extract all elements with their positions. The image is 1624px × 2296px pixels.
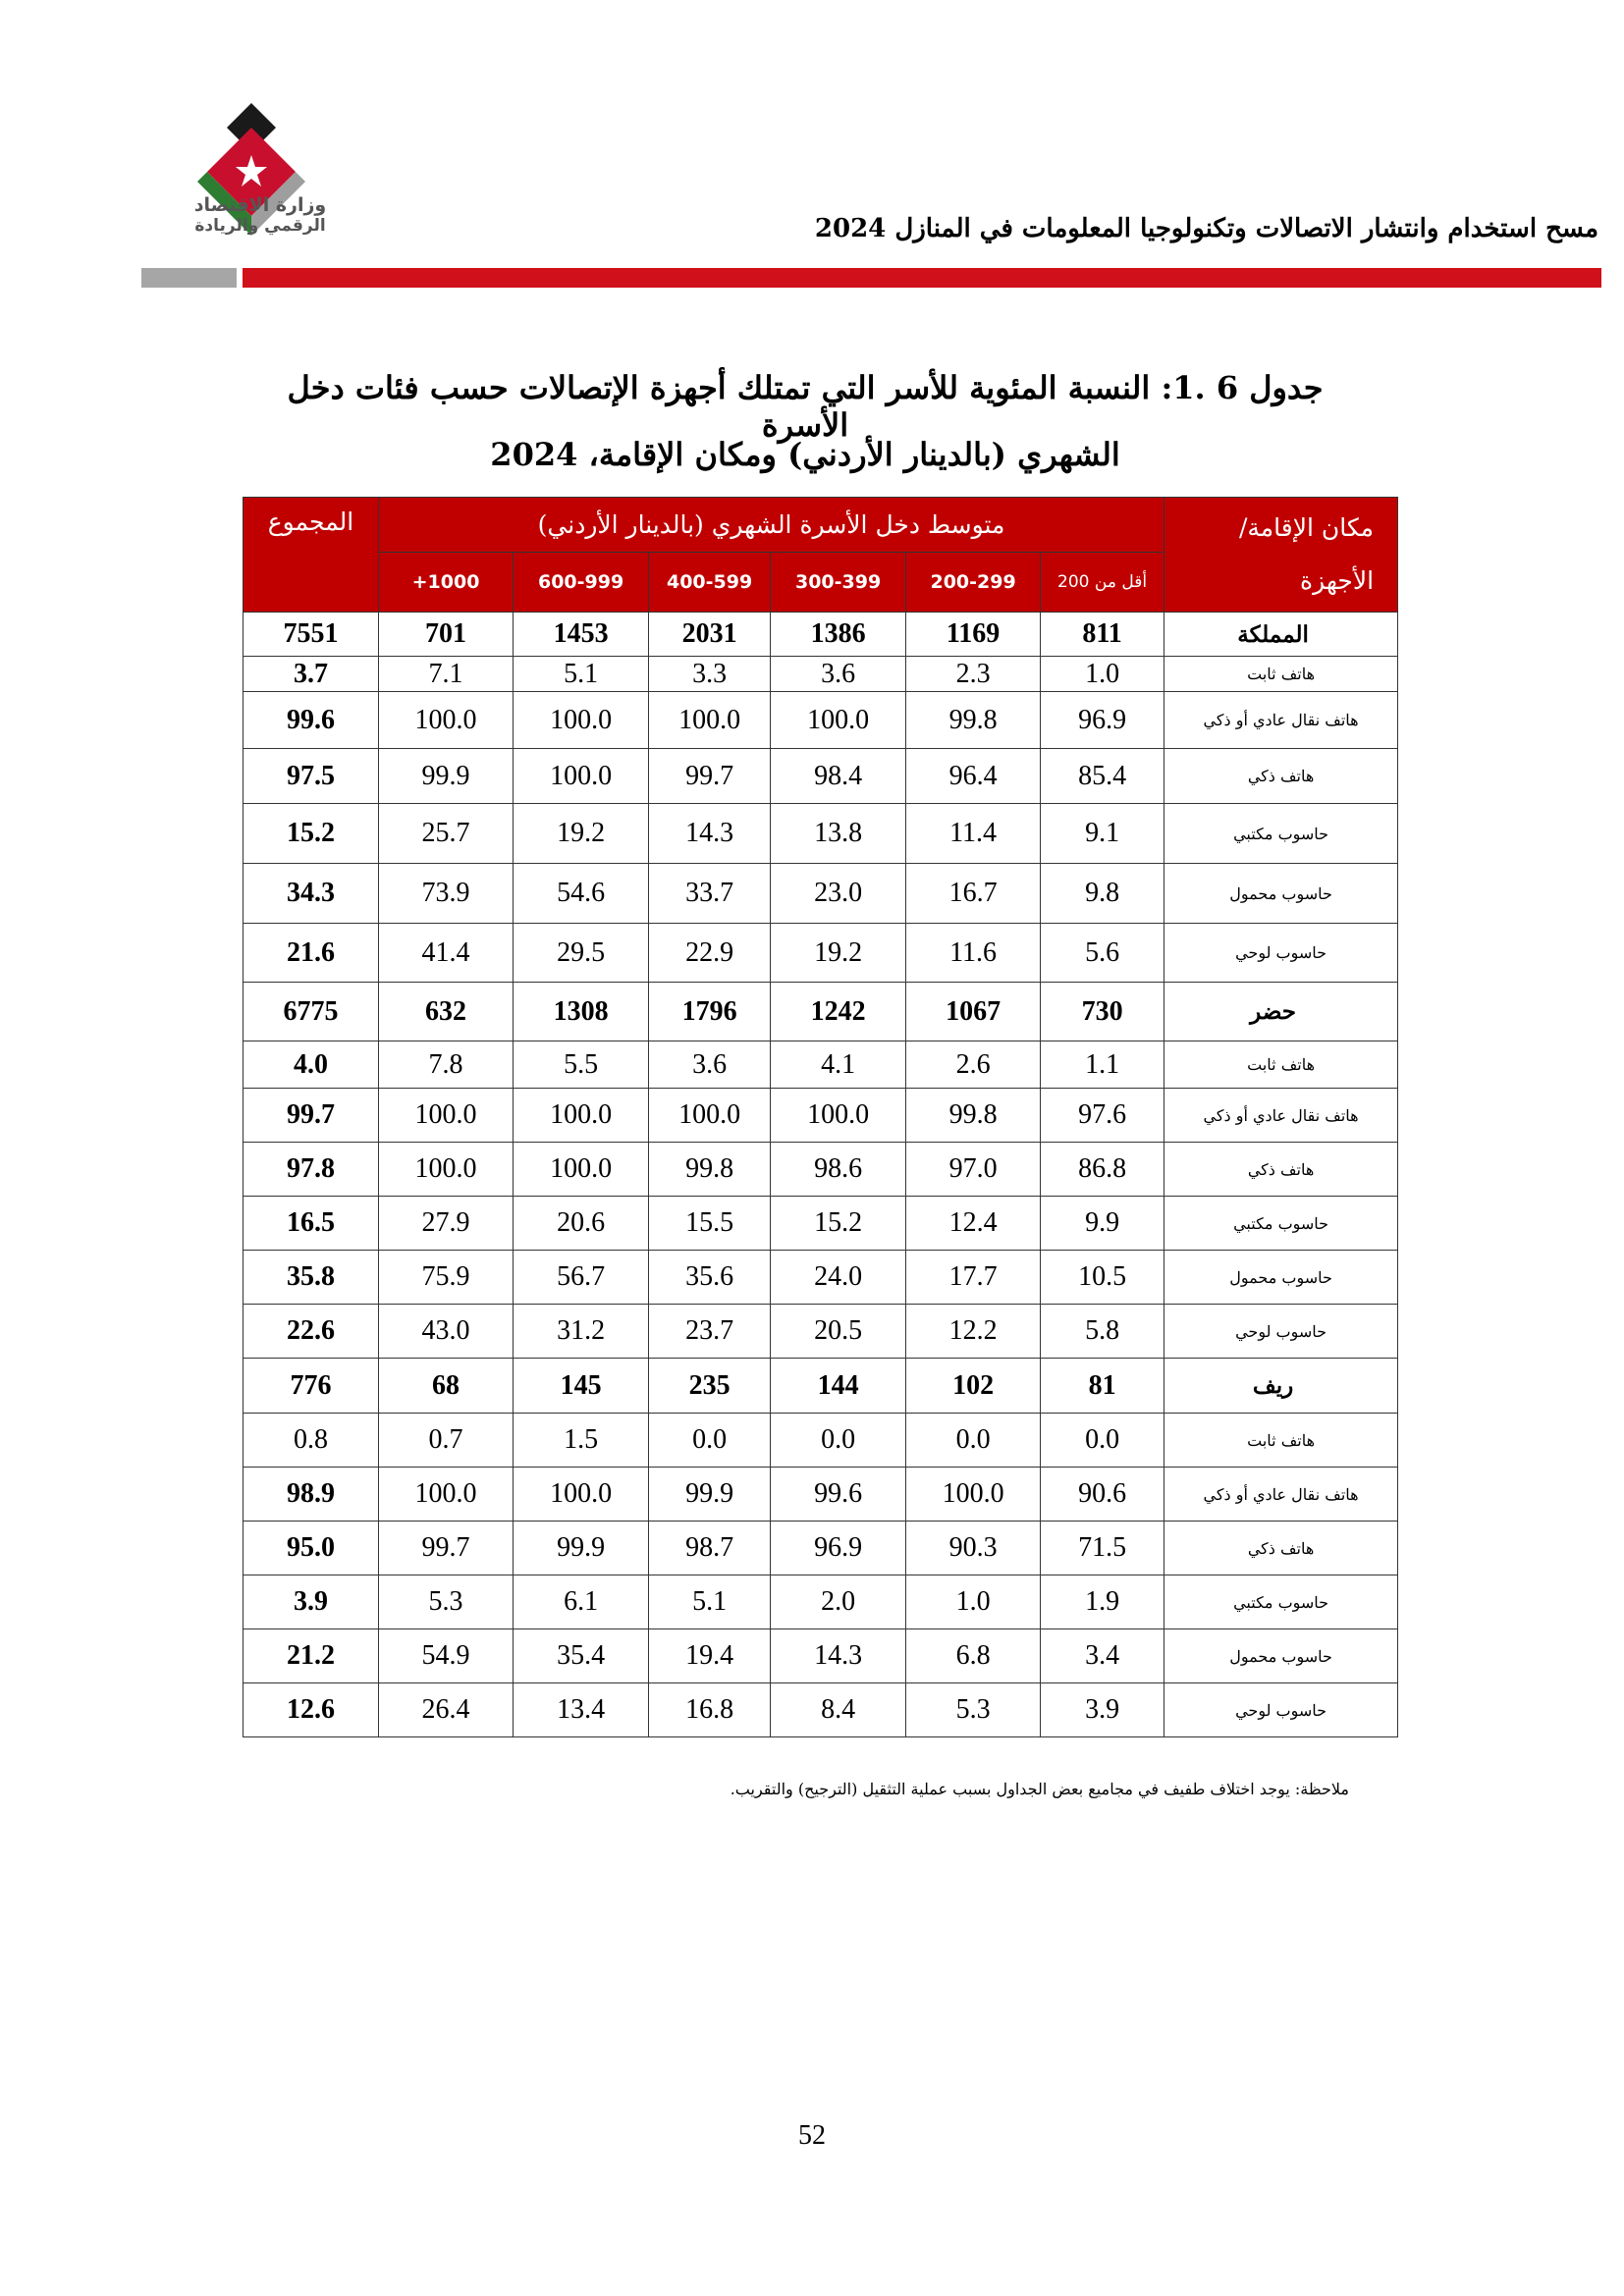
value-cell: 11.4 (906, 804, 1041, 864)
total-cell: 98.9 (244, 1468, 379, 1522)
total-cell: 21.6 (244, 924, 379, 983)
header-income-col: 600-999 (514, 553, 649, 613)
device-label: حاسوب لوحي (1164, 1683, 1398, 1737)
value-cell: 0.0 (1041, 1414, 1164, 1468)
value-cell: 3.3 (649, 657, 771, 692)
value-cell: 98.4 (771, 749, 906, 804)
value-cell: 9.9 (1041, 1197, 1164, 1251)
device-label: حاسوب لوحي (1164, 1305, 1398, 1359)
value-cell: 100.0 (379, 1468, 514, 1522)
value-cell: 97.0 (906, 1143, 1041, 1197)
value-cell: 1067 (906, 983, 1041, 1041)
value-cell: 0.0 (906, 1414, 1041, 1468)
value-cell: 730 (1041, 983, 1164, 1041)
value-cell: 100.0 (514, 749, 649, 804)
total-cell: 16.5 (244, 1197, 379, 1251)
value-cell: 102 (906, 1359, 1041, 1414)
table-row (244, 1522, 1398, 1575)
value-cell: 100.0 (379, 1143, 514, 1197)
header-total: المجموع (244, 498, 379, 613)
value-cell: 1.0 (1041, 657, 1164, 692)
page-number: 52 (798, 2120, 826, 2151)
value-cell: 1386 (771, 613, 906, 657)
data-table (243, 497, 1398, 1737)
value-cell: 31.2 (514, 1305, 649, 1359)
device-label: هاتف نقال عادي أو ذكي (1164, 692, 1398, 749)
value-cell: 43.0 (379, 1305, 514, 1359)
value-cell: 27.9 (379, 1197, 514, 1251)
logo-text-line1: وزارة الاقتصاد (193, 194, 327, 216)
logo-text-line2: الرقمي والريادة (194, 216, 326, 236)
value-cell: 0.0 (649, 1414, 771, 1468)
value-cell: 56.7 (514, 1251, 649, 1305)
value-cell: 35.6 (649, 1251, 771, 1305)
value-cell: 19.4 (649, 1629, 771, 1683)
value-cell: 811 (1041, 613, 1164, 657)
value-cell: 35.4 (514, 1629, 649, 1683)
device-label: هاتف نقال عادي أو ذكي (1164, 1089, 1398, 1143)
value-cell: 20.5 (771, 1305, 906, 1359)
device-label: هاتف ذكي (1164, 749, 1398, 804)
value-cell: 100.0 (514, 1143, 649, 1197)
value-cell: 100.0 (771, 692, 906, 749)
table-row (244, 924, 1398, 983)
value-cell: 2.0 (771, 1575, 906, 1629)
table-row (244, 1251, 1398, 1305)
table-row (244, 1575, 1398, 1629)
value-cell: 1796 (649, 983, 771, 1041)
table-row (244, 657, 1398, 692)
value-cell: 99.9 (649, 1468, 771, 1522)
total-cell: 95.0 (244, 1522, 379, 1575)
value-cell: 7.1 (379, 657, 514, 692)
value-cell: 100.0 (649, 1089, 771, 1143)
value-cell: 99.6 (771, 1468, 906, 1522)
value-cell: 100.0 (771, 1089, 906, 1143)
value-cell: 90.3 (906, 1522, 1041, 1575)
value-cell: 14.3 (771, 1629, 906, 1683)
value-cell: 96.9 (1041, 692, 1164, 749)
total-cell: 97.5 (244, 749, 379, 804)
value-cell: 100.0 (379, 692, 514, 749)
value-cell: 81 (1041, 1359, 1164, 1414)
group-label: ريف (1164, 1359, 1398, 1414)
device-label: حاسوب محمول (1164, 864, 1398, 924)
total-cell: 4.0 (244, 1041, 379, 1089)
header-title: مسح استخدام وانتشار الاتصالات وتكنولوجيا المعلومات في المنازل 2024 (814, 214, 1598, 243)
value-cell: 19.2 (514, 804, 649, 864)
value-cell: 1169 (906, 613, 1041, 657)
value-cell: 10.5 (1041, 1251, 1164, 1305)
value-cell: 96.4 (906, 749, 1041, 804)
value-cell: 7.8 (379, 1041, 514, 1089)
device-label: حاسوب مكتبي (1164, 804, 1398, 864)
header-income: متوسط دخل الأسرة الشهري (بالدينار الأردني) (379, 498, 1164, 553)
value-cell: 99.8 (906, 692, 1041, 749)
value-cell: 1308 (514, 983, 649, 1041)
value-cell: 29.5 (514, 924, 649, 983)
table-row (244, 1629, 1398, 1683)
value-cell: 6.8 (906, 1629, 1041, 1683)
value-cell: 22.9 (649, 924, 771, 983)
value-cell: 15.5 (649, 1197, 771, 1251)
value-cell: 100.0 (514, 1089, 649, 1143)
total-cell: 15.2 (244, 804, 379, 864)
value-cell: 5.3 (906, 1683, 1041, 1737)
value-cell: 6.1 (514, 1575, 649, 1629)
value-cell: 1242 (771, 983, 906, 1041)
value-cell: 144 (771, 1359, 906, 1414)
value-cell: 1.5 (514, 1414, 649, 1468)
value-cell: 1453 (514, 613, 649, 657)
value-cell: 3.6 (649, 1041, 771, 1089)
table-group-row (244, 983, 1398, 1041)
value-cell: 2.6 (906, 1041, 1041, 1089)
value-cell: 100.0 (379, 1089, 514, 1143)
value-cell: 2.3 (906, 657, 1041, 692)
value-cell: 86.8 (1041, 1143, 1164, 1197)
value-cell: 41.4 (379, 924, 514, 983)
device-label: حاسوب محمول (1164, 1251, 1398, 1305)
total-cell: 21.2 (244, 1629, 379, 1683)
value-cell: 5.6 (1041, 924, 1164, 983)
value-cell: 235 (649, 1359, 771, 1414)
table-row (244, 1197, 1398, 1251)
total-cell: 22.6 (244, 1305, 379, 1359)
value-cell: 24.0 (771, 1251, 906, 1305)
device-label: هاتف ثابت (1164, 1414, 1398, 1468)
table-row (244, 804, 1398, 864)
value-cell: 17.7 (906, 1251, 1041, 1305)
value-cell: 3.6 (771, 657, 906, 692)
value-cell: 96.9 (771, 1522, 906, 1575)
value-cell: 14.3 (649, 804, 771, 864)
total-cell: 99.7 (244, 1089, 379, 1143)
value-cell: 99.7 (379, 1522, 514, 1575)
value-cell: 12.4 (906, 1197, 1041, 1251)
value-cell: 99.9 (514, 1522, 649, 1575)
device-label: هاتف ثابت (1164, 657, 1398, 692)
value-cell: 98.7 (649, 1522, 771, 1575)
value-cell: 100.0 (514, 1468, 649, 1522)
value-cell: 90.6 (1041, 1468, 1164, 1522)
value-cell: 25.7 (379, 804, 514, 864)
device-label: حاسوب محمول (1164, 1629, 1398, 1683)
value-cell: 97.6 (1041, 1089, 1164, 1143)
value-cell: 4.1 (771, 1041, 906, 1089)
value-cell: 71.5 (1041, 1522, 1164, 1575)
table-row (244, 1041, 1398, 1089)
value-cell: 12.2 (906, 1305, 1041, 1359)
table-row (244, 1468, 1398, 1522)
value-cell: 1.1 (1041, 1041, 1164, 1089)
value-cell: 26.4 (379, 1683, 514, 1737)
device-label: هاتف ذكي (1164, 1522, 1398, 1575)
value-cell: 99.7 (649, 749, 771, 804)
total-cell: 3.7 (244, 657, 379, 692)
device-label: هاتف ذكي (1164, 1143, 1398, 1197)
value-cell: 2031 (649, 613, 771, 657)
table-title-line1: جدول 6 .1: النسبة المئوية للأسر التي تمتلك أجهزة الإتصالات حسب فئات دخل الأسرة (287, 369, 1324, 444)
total-cell: 3.9 (244, 1575, 379, 1629)
device-label: حاسوب مكتبي (1164, 1197, 1398, 1251)
value-cell: 15.2 (771, 1197, 906, 1251)
value-cell: 99.8 (649, 1143, 771, 1197)
table-group-row (244, 1359, 1398, 1414)
table-row (244, 1089, 1398, 1143)
value-cell: 20.6 (514, 1197, 649, 1251)
total-cell: 776 (244, 1359, 379, 1414)
value-cell: 5.1 (514, 657, 649, 692)
header-income-col: أقل من 200 (1041, 553, 1164, 613)
table-row (244, 1305, 1398, 1359)
value-cell: 75.9 (379, 1251, 514, 1305)
total-cell: 7551 (244, 613, 379, 657)
total-cell: 12.6 (244, 1683, 379, 1737)
table-row (244, 1414, 1398, 1468)
value-cell: 8.4 (771, 1683, 906, 1737)
value-cell: 13.8 (771, 804, 906, 864)
value-cell: 98.6 (771, 1143, 906, 1197)
value-cell: 13.4 (514, 1683, 649, 1737)
table-row (244, 864, 1398, 924)
value-cell: 1.0 (906, 1575, 1041, 1629)
table-group-row (244, 613, 1398, 657)
value-cell: 19.2 (771, 924, 906, 983)
total-cell: 35.8 (244, 1251, 379, 1305)
value-cell: 5.8 (1041, 1305, 1164, 1359)
value-cell: 54.6 (514, 864, 649, 924)
value-cell: 16.8 (649, 1683, 771, 1737)
table-note: ملاحظة: يوجد اختلاف طفيف في مجاميع بعض الجداول بسبب عملية التثقيل (الترجيح) والتقريب. (730, 1780, 1349, 1798)
header-income-col: 1000+ (379, 553, 514, 613)
value-cell: 100.0 (906, 1468, 1041, 1522)
table-row (244, 1683, 1398, 1737)
value-cell: 5.5 (514, 1041, 649, 1089)
table-row (244, 1143, 1398, 1197)
value-cell: 0.7 (379, 1414, 514, 1468)
value-cell: 23.0 (771, 864, 906, 924)
group-label: المملكة (1164, 613, 1398, 657)
total-cell: 97.8 (244, 1143, 379, 1197)
header-income-col: 400-599 (649, 553, 771, 613)
value-cell: 0.0 (771, 1414, 906, 1468)
header-bar-red (243, 268, 1601, 288)
value-cell: 68 (379, 1359, 514, 1414)
table-row (244, 692, 1398, 749)
value-cell: 5.3 (379, 1575, 514, 1629)
device-label: هاتف نقال عادي أو ذكي (1164, 1468, 1398, 1522)
device-label: حاسوب لوحي (1164, 924, 1398, 983)
value-cell: 701 (379, 613, 514, 657)
value-cell: 54.9 (379, 1629, 514, 1683)
value-cell: 100.0 (514, 692, 649, 749)
table-title-line2: الشهري (بالدينار الأردني) ومكان الإقامة، 2024 (490, 436, 1120, 473)
value-cell: 73.9 (379, 864, 514, 924)
table-row (244, 749, 1398, 804)
group-label: حضر (1164, 983, 1398, 1041)
value-cell: 85.4 (1041, 749, 1164, 804)
header-income-col: 200-299 (906, 553, 1041, 613)
header-bar-gray (141, 268, 237, 288)
value-cell: 33.7 (649, 864, 771, 924)
device-label: حاسوب مكتبي (1164, 1575, 1398, 1629)
value-cell: 9.8 (1041, 864, 1164, 924)
value-cell: 5.1 (649, 1575, 771, 1629)
value-cell: 145 (514, 1359, 649, 1414)
value-cell: 100.0 (649, 692, 771, 749)
value-cell: 9.1 (1041, 804, 1164, 864)
value-cell: 99.9 (379, 749, 514, 804)
total-cell: 6775 (244, 983, 379, 1041)
value-cell: 23.7 (649, 1305, 771, 1359)
value-cell: 11.6 (906, 924, 1041, 983)
value-cell: 99.8 (906, 1089, 1041, 1143)
value-cell: 3.4 (1041, 1629, 1164, 1683)
device-label: هاتف ثابت (1164, 1041, 1398, 1089)
value-cell: 16.7 (906, 864, 1041, 924)
value-cell: 632 (379, 983, 514, 1041)
value-cell: 1.9 (1041, 1575, 1164, 1629)
value-cell: 3.9 (1041, 1683, 1164, 1737)
total-cell: 99.6 (244, 692, 379, 749)
total-cell: 34.3 (244, 864, 379, 924)
total-cell: 0.8 (244, 1414, 379, 1468)
header-place-devices: مكان الإقامة/ الأجهزة (1164, 498, 1398, 613)
header-income-col: 300-399 (771, 553, 906, 613)
